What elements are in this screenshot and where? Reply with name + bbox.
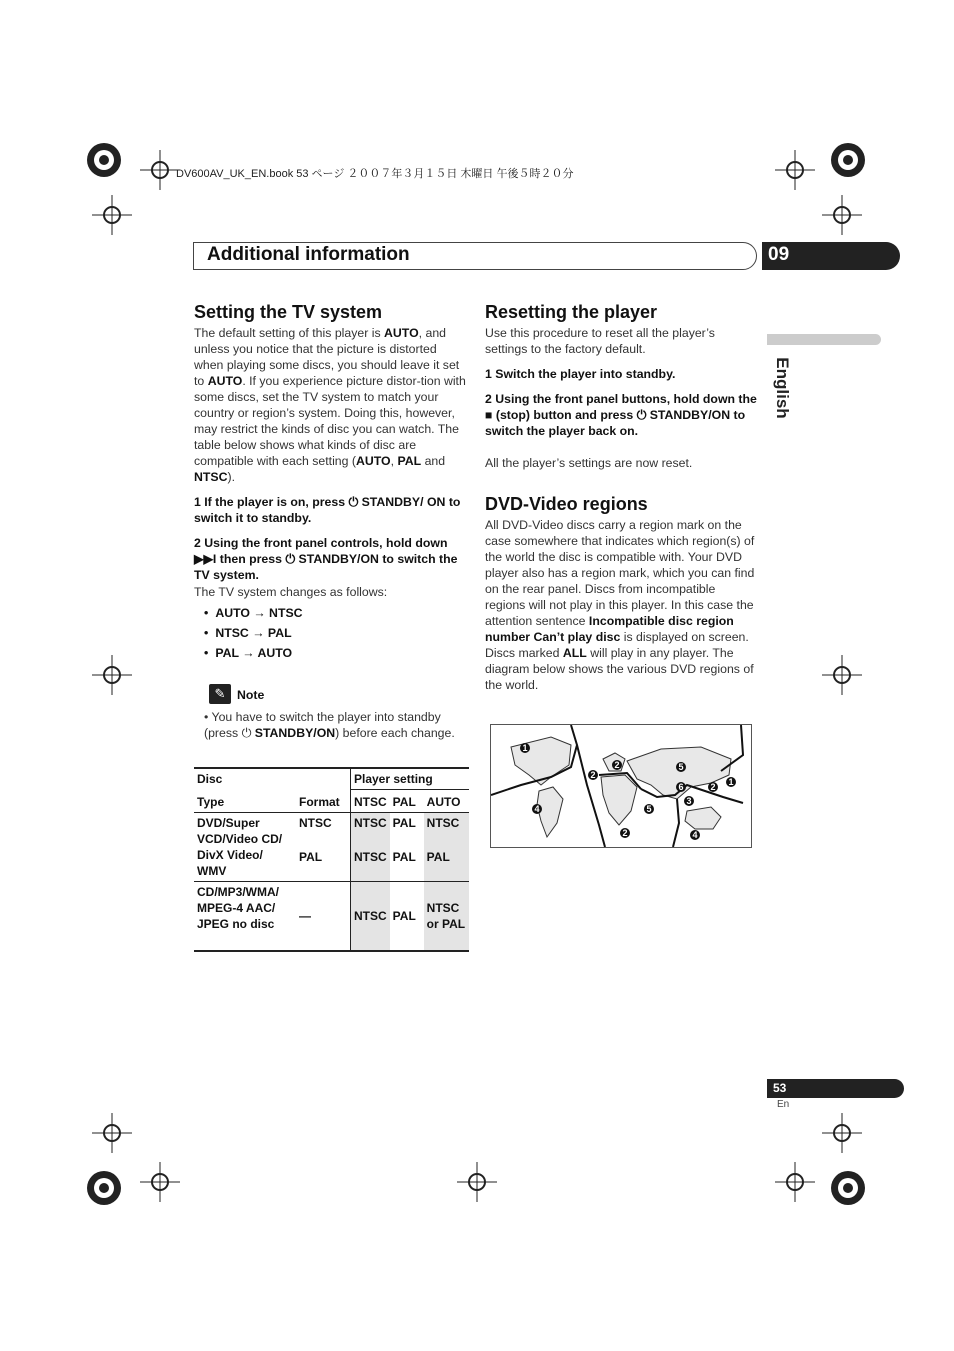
region-label: 2 bbox=[590, 770, 596, 780]
region-label: 4 bbox=[692, 830, 698, 840]
stop-icon: ■ bbox=[485, 408, 493, 422]
skip-forward-icon: ▶▶I bbox=[194, 552, 217, 566]
registration-mark-bottom-left bbox=[84, 1168, 124, 1208]
crosshair-icon bbox=[457, 1162, 497, 1202]
tv-step-1: 1 If the player is on, press ⏻ STANDBY/ ON to switch it to standby. bbox=[194, 495, 461, 525]
region-label: 2 bbox=[710, 782, 716, 792]
crosshair-icon bbox=[92, 195, 132, 235]
table-cell: — bbox=[296, 882, 351, 952]
note-text: • You have to switch the player into standby (press ⏻ STANDBY/ON) before each change. bbox=[204, 710, 455, 740]
table-header-pal: PAL bbox=[392, 795, 416, 809]
list-item: • NTSC → PAL bbox=[204, 623, 303, 643]
table-cell: CD/MP3/WMA/ MPEG-4 AAC/ JPEG no disc bbox=[197, 885, 279, 931]
tv-sequence-list bbox=[204, 603, 303, 663]
table-header-player-setting: Player setting bbox=[351, 768, 470, 790]
crosshair-icon bbox=[775, 150, 815, 190]
region-label: 2 bbox=[614, 760, 620, 770]
reset-heading: Resetting the player bbox=[485, 302, 658, 322]
table-cell: PAL bbox=[392, 816, 416, 830]
crosshair-icon bbox=[140, 1162, 180, 1202]
region-label: 5 bbox=[646, 804, 652, 814]
language-tab-bar bbox=[767, 334, 881, 345]
tv-system-intro: The default setting of this player is AUTO, and unless you notice that the picture is distorted when playing some discs, you should leave it set to AUTO. If you experience picture distor-tion with some discs, set the TV system to match your country or region’s system. Doing this, however, may restrict the kinds of disc you can watch. The table below shows what kinds of disc are compatible with each setting (AUTO, PAL and NTSC). bbox=[194, 326, 466, 484]
list-item: • PAL → AUTO bbox=[204, 643, 303, 663]
crosshair-icon bbox=[140, 150, 180, 190]
region-label: 3 bbox=[686, 796, 692, 806]
table-header-type: Type bbox=[197, 794, 225, 809]
pencil-icon: ✎ bbox=[209, 684, 231, 704]
table-header-ntsc: NTSC bbox=[354, 795, 387, 809]
region-label: 4 bbox=[534, 804, 540, 814]
power-icon: ⏻ bbox=[241, 726, 252, 740]
table-cell: NTSC bbox=[296, 813, 351, 848]
crosshair-icon bbox=[92, 655, 132, 695]
region-map bbox=[490, 724, 752, 848]
reset-result: All the player’s settings are now reset. bbox=[485, 456, 693, 470]
tv-changes-text: The TV system changes as follows: bbox=[194, 585, 388, 599]
registration-mark-top-left bbox=[84, 140, 124, 180]
page-number: 53 bbox=[773, 1081, 787, 1095]
region-label: 2 bbox=[622, 828, 628, 838]
tv-system-heading: Setting the TV system bbox=[194, 302, 383, 322]
crosshair-icon bbox=[92, 1113, 132, 1153]
table-cell: PAL bbox=[392, 850, 416, 864]
table-cell: DVD/Super VCD/Video CD/ DivX Video/ WMV bbox=[197, 816, 283, 878]
region-label: 1 bbox=[728, 777, 734, 787]
chapter-number: 09 bbox=[768, 244, 790, 265]
region-label: 1 bbox=[522, 743, 528, 753]
crosshair-icon bbox=[822, 195, 862, 235]
power-icon: ⏻ bbox=[636, 408, 647, 422]
table-cell: NTSC bbox=[351, 882, 390, 952]
page-language: En bbox=[777, 1099, 790, 1110]
registration-mark-bottom-right bbox=[828, 1168, 868, 1208]
table-cell: PAL bbox=[296, 847, 351, 882]
crosshair-icon bbox=[822, 655, 862, 695]
regions-text: All DVD-Video discs carry a region mark on the case somewhere that indicates which region(s) of the world the disc is compatible with. Your DVD player also has a region mark, which you can find on the rear panel. Discs from incompatible regions will not play in this player. In this case the attention sentence Incompatible disc region number Can’t play disc is displayed on screen. Discs marked ALL will play in any player. The diagram below shows the various DVD regions of the world. bbox=[485, 518, 755, 692]
reset-step-2: 2 Using the front panel buttons, hold down the ■ (stop) button and press ⏻ STANDBY/ON to switch the player back on. bbox=[485, 392, 757, 438]
region-label: 5 bbox=[678, 762, 684, 772]
crosshair-icon bbox=[775, 1162, 815, 1202]
region-label: 6 bbox=[678, 782, 684, 792]
regions-heading: DVD-Video regions bbox=[485, 494, 648, 514]
page-number-badge bbox=[767, 1079, 904, 1098]
table-header-format: Format bbox=[296, 790, 351, 813]
table-header-disc: Disc bbox=[194, 768, 351, 790]
list-item: • AUTO → NTSC bbox=[204, 603, 303, 623]
table-cell: NTSC bbox=[424, 813, 469, 848]
table-header-auto: AUTO bbox=[426, 795, 461, 809]
tv-system-table bbox=[194, 767, 469, 952]
crosshair-icon bbox=[822, 1113, 862, 1153]
reset-step-1: 1 Switch the player into standby. bbox=[485, 367, 676, 381]
table-cell: NTSC bbox=[351, 847, 390, 882]
registration-mark-top-right bbox=[828, 140, 868, 180]
book-line: DV600AV_UK_EN.book 53 ページ ２００７年３月１５日 木曜日 午後５時２０分 bbox=[176, 168, 574, 180]
power-icon: ⏻ bbox=[285, 552, 296, 566]
table-cell: NTSC bbox=[351, 813, 390, 848]
power-icon: ⏻ bbox=[348, 495, 359, 509]
reset-intro: Use this procedure to reset all the player’s settings to the factory default. bbox=[485, 326, 715, 356]
tv-step-2: 2 Using the front panel controls, hold down ▶▶I then press ⏻ STANDBY/ON to switch the TV system. bbox=[194, 536, 458, 582]
table-cell: NTSC or PAL bbox=[424, 882, 469, 952]
note-label: Note bbox=[237, 688, 265, 702]
section-title: Additional information bbox=[207, 244, 410, 265]
table-cell: PAL bbox=[392, 909, 416, 923]
table-cell: PAL bbox=[424, 847, 469, 882]
language-tab-label: English bbox=[773, 357, 792, 419]
